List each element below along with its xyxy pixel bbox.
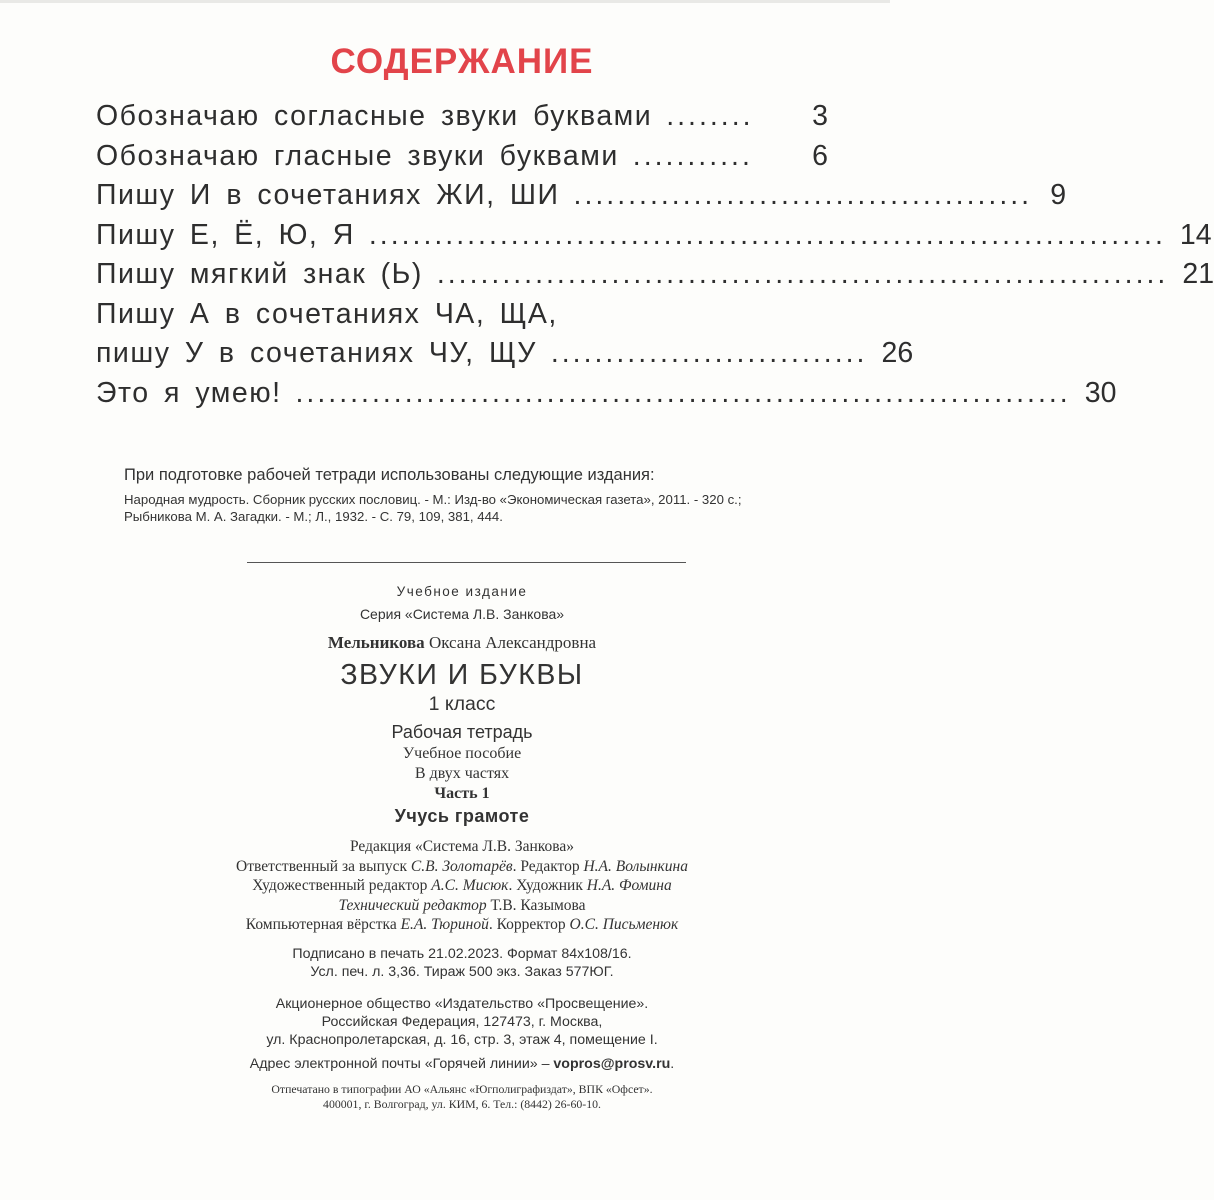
toc-entry	[96, 376, 1117, 417]
email-address: vopros@prosv.ru	[553, 1055, 671, 1072]
toc-page-number: 30	[1084, 376, 1117, 409]
toc-leader-dots: ..........................................	[573, 179, 1033, 211]
printer-info: Отпечатано в типографии АО «Альянс «Югполиграфиздат», ВПК «Офсет».	[271, 1081, 653, 1096]
author-given-name: Оксана Александровна	[428, 633, 597, 652]
toc-page-number: 26	[881, 337, 914, 369]
toc-entry-title: Пишу А в сочетаниях ЧА, ЩА,	[96, 297, 558, 330]
toc-entry-title: Пишу Е, Ё, Ю, Я	[96, 218, 355, 251]
email-label: Адрес электронной почты «Горячей линии» –	[249, 1055, 554, 1072]
credit-role: . Редактор	[512, 857, 584, 875]
email-end: .	[670, 1055, 675, 1072]
credit-role: . Корректор	[488, 916, 570, 933]
credit-person: Т.В. Казымова	[490, 896, 586, 914]
imprint-block	[0, 584, 924, 1112]
printer-address: 400001, г. Волгоград, ул. КИМ, 6. Тел.: (8442) 26-60-10.	[323, 1096, 601, 1111]
credit-person: Н.А. Фомина	[586, 877, 672, 894]
series-name: Серия «Система Л.В. Занкова»	[359, 606, 565, 622]
toc-entry-title: Пишу И в сочетаниях ЖИ, ШИ	[96, 179, 560, 211]
credit-role: Художественный редактор	[252, 877, 432, 894]
contents-title: СОДЕРЖАНИЕ	[330, 42, 594, 81]
toc-entry-title: Обозначаю согласные звуки буквами	[96, 100, 653, 132]
toc-leader-dots: ...........	[632, 139, 753, 172]
toc-page-number: 14	[1179, 218, 1212, 251]
toc-entry-title: пишу У в сочетаниях ЧУ, ЩУ	[96, 337, 537, 369]
book-title: ЗВУКИ И БУКВЫ	[340, 659, 584, 691]
table-of-contents	[96, 100, 1214, 416]
credit-role: Компьютерная вёрстка	[245, 916, 401, 933]
part-number: Часть 1	[434, 785, 490, 802]
edition-kind: Учебное издание	[396, 584, 528, 599]
credit-line	[0, 876, 924, 896]
credit-line	[0, 857, 924, 877]
book-type: Рабочая тетрадь	[391, 722, 533, 742]
divider	[247, 562, 686, 563]
print-details: Подписано в печать 21.02.2023. Формат 84x108/16.	[292, 945, 632, 962]
author-surname: Мельникова	[327, 633, 425, 652]
manual-type: Учебное пособие	[402, 745, 522, 762]
parts-count: В двух частях	[414, 765, 510, 782]
toc-page-number: 21	[1182, 258, 1214, 290]
toc-entry-title: Это я умею!	[96, 376, 282, 409]
top-edge-line	[0, 0, 890, 3]
book-subtitle: Учусь грамоте	[394, 806, 530, 826]
publisher-street: ул. Краснопролетарская, д. 16, стр. 3, этаж 4, помещение I.	[266, 1031, 658, 1048]
source-reference: Народная мудрость. Сборник русских пословиц. - М.: Изд-во «Экономическая газета», 2011. - 320 с.;	[124, 492, 742, 507]
credits	[0, 837, 924, 935]
credit-person: А.С. Мисюк	[431, 877, 509, 894]
toc-entry	[96, 258, 1214, 298]
toc-leader-dots: .............................	[550, 337, 868, 369]
toc-entry	[96, 179, 1067, 219]
credit-person: Н.А. Волынкина	[583, 857, 688, 875]
toc-entry	[96, 298, 828, 338]
grade-label: 1 класс	[428, 693, 496, 715]
toc-leader-dots: .........................................................................	[368, 218, 1166, 251]
publisher-name: Акционерное общество «Издательство «Просвещение».	[275, 995, 649, 1012]
toc-entry	[96, 218, 1212, 259]
toc-entry	[96, 337, 914, 377]
toc-page-number: 9	[1050, 179, 1067, 211]
publisher-address: Российская Федерация, 127473, г. Москва,	[321, 1013, 603, 1030]
credit-line	[0, 915, 924, 935]
credit-line: Редакция «Система Л.В. Занкова»	[349, 838, 574, 855]
credit-person: С.В. Золотарёв	[410, 857, 513, 875]
credit-person: Е.А. Тюриной	[400, 916, 489, 933]
toc-leader-dots: ........	[666, 100, 754, 132]
sources-heading: При подготовке рабочей тетради использованы следующие издания:	[124, 466, 655, 484]
toc-page-number: 6	[812, 139, 828, 172]
sources-block	[124, 466, 824, 525]
author	[0, 632, 924, 654]
toc-entry-title: Обозначаю гласные звуки буквами	[96, 139, 619, 172]
credit-role: . Художник	[508, 877, 587, 894]
credit-role: Ответственный за выпуск	[236, 857, 411, 875]
credit-role: Технический редактор	[338, 896, 491, 914]
toc-leader-dots: .......................................................................	[295, 376, 1071, 409]
credit-line	[0, 896, 924, 916]
toc-leader-dots: ...................................................................	[436, 258, 1169, 290]
credit-person: О.С. Письменюк	[569, 916, 679, 933]
toc-entry	[96, 100, 828, 140]
toc-page-number: 3	[812, 100, 828, 132]
source-reference: Рыбникова М. А. Загадки. - М.; Л., 1932. - С. 79, 109, 381, 444.	[124, 509, 503, 524]
toc-entry	[96, 140, 828, 180]
toc-entry-title: Пишу мягкий знак (Ь)	[96, 258, 423, 290]
hotline-email	[0, 1055, 924, 1073]
print-run-details: Усл. печ. л. 3,36. Тираж 500 экз. Заказ 577ЮГ.	[310, 963, 614, 980]
